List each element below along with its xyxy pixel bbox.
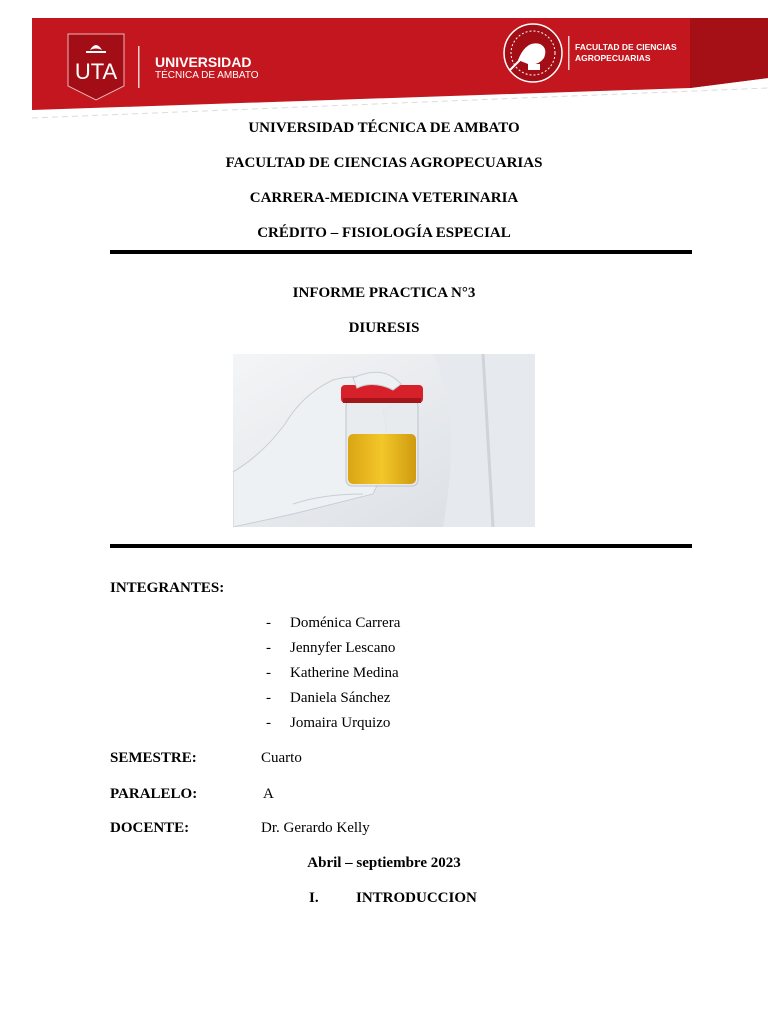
university-logo-line1: UNIVERSIDAD (155, 54, 252, 70)
list-item: - Katherine Medina (266, 665, 399, 681)
list-item: - Doménica Carrera (266, 615, 401, 631)
teacher-value: Dr. Gerardo Kelly (261, 820, 370, 836)
header-banner (0, 0, 768, 130)
report-title: INFORME PRACTICA N°3 (292, 285, 476, 301)
report-subtitle: DIURESIS (348, 320, 420, 336)
university-logo-line2: TÉCNICA DE AMBATO (155, 70, 259, 81)
semester-value: Cuarto (261, 750, 302, 766)
members-label: INTEGRANTES: (110, 580, 225, 596)
list-item: - Jennyfer Lescano (266, 640, 396, 656)
list-item: - Jomaira Urquizo (266, 715, 391, 731)
university-title: UNIVERSIDAD TÉCNICA DE AMBATO (248, 120, 520, 136)
credit-title: CRÉDITO – FISIOLOGÍA ESPECIAL (257, 225, 511, 241)
academic-period: Abril – septiembre 2023 (307, 855, 461, 871)
faculty-logo-line1: FACULTAD DE CIENCIAS (575, 42, 677, 52)
divider-top (110, 250, 692, 254)
list-item: - Daniela Sánchez (266, 690, 391, 706)
section-number: I. (309, 890, 319, 906)
svg-text:UTA: UTA (74, 59, 118, 84)
parallel-value: A (263, 786, 274, 802)
uta-logo (68, 34, 124, 100)
faculty-emblem-icon (504, 24, 562, 82)
section-title: INTRODUCCION (356, 890, 477, 906)
career-title: CARRERA-MEDICINA VETERINARIA (249, 190, 519, 206)
semester-label: SEMESTRE: (110, 750, 197, 766)
faculty-title: FACULTAD DE CIENCIAS AGROPECUARIAS (225, 155, 543, 171)
urine-sample-photo (233, 354, 535, 527)
banner-shape (32, 18, 768, 110)
parallel-label: PARALELO: (110, 786, 198, 802)
faculty-logo-line2: AGROPECUARIAS (575, 53, 651, 63)
teacher-label: DOCENTE: (110, 820, 190, 836)
divider-bottom (110, 544, 692, 548)
